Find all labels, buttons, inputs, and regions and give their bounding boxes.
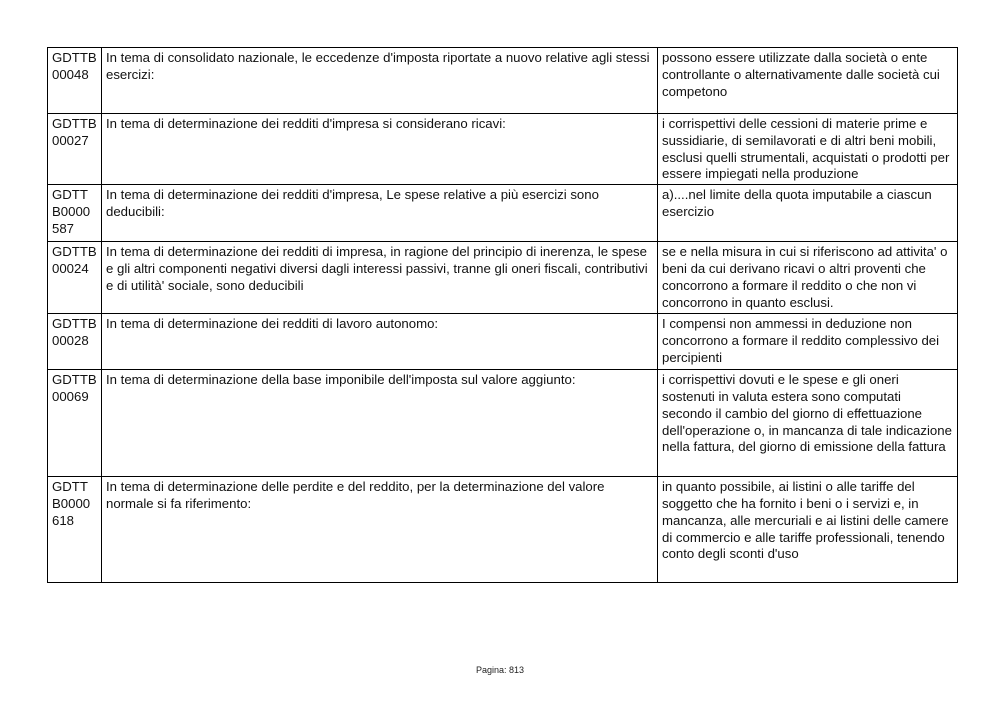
question-code: GDTTB 00024 xyxy=(48,242,102,314)
table-row xyxy=(48,314,958,370)
answer-text: I compensi non ammessi in deduzione non concorrono a formare il reddito complessivo dei percipienti xyxy=(658,314,958,370)
question-text: In tema di determinazione dei redditi di lavoro autonomo: xyxy=(102,314,658,370)
question-text: In tema di consolidato nazionale, le eccedenze d'imposta riportate a nuovo relative agli stessi esercizi: xyxy=(102,48,658,114)
table-row xyxy=(48,114,958,185)
answer-text: i corrispettivi delle cessioni di materie prime e sussidiarie, di semilavorati e di altri beni mobili, esclusi quelli strumentali, acquistati o prodotti per essere impiegati nella produzione xyxy=(658,114,958,185)
answer-text: possono essere utilizzate dalla società o ente controllante o alternativamente dalle società cui competono xyxy=(658,48,958,114)
question-table xyxy=(47,47,958,583)
question-code: GDTTB 00027 xyxy=(48,114,102,185)
answer-text: se e nella misura in cui si riferiscono ad attivita' o beni da cui derivano ricavi o altri proventi che concorrono a formare il reddito o che non vi concorrono in quanto esclusi. xyxy=(658,242,958,314)
question-text: In tema di determinazione dei redditi di impresa, in ragione del principio di inerenza, le spese e gli altri componenti negativi diversi dagli interessi passivi, tranne gli oneri fiscali, contributivi e di utilità' sociale, sono deducibili xyxy=(102,242,658,314)
question-code: GDTTB 00028 xyxy=(48,314,102,370)
answer-text: i corrispettivi dovuti e le spese e gli oneri sostenuti in valuta estera sono computati secondo il cambio del giorno di effettuazione dell'operazione o, in mancanza di tale indicazione nella fattura, del giorno di emissione della fattura xyxy=(658,370,958,477)
question-code: GDTT B0000 618 xyxy=(48,477,102,583)
question-text: In tema di determinazione delle perdite e del reddito, per la determinazione del valore normale si fa riferimento: xyxy=(102,477,658,583)
table-row xyxy=(48,48,958,114)
question-text: In tema di determinazione della base imponibile dell'imposta sul valore aggiunto: xyxy=(102,370,658,477)
question-code: GDTTB 00048 xyxy=(48,48,102,114)
question-code: GDTTB 00069 xyxy=(48,370,102,477)
table-row xyxy=(48,370,958,477)
question-text: In tema di determinazione dei redditi d'impresa, Le spese relative a più esercizi sono deducibili: xyxy=(102,185,658,242)
table-row xyxy=(48,185,958,242)
answer-text: in quanto possibile, ai listini o alle tariffe del soggetto che ha fornito i beni o i servizi e, in mancanza, alle mercuriali e ai listini delle camere di commercio e alle tariffe professionali, tenendo conto degli sconti d'uso xyxy=(658,477,958,583)
table-row xyxy=(48,477,958,583)
page-number: Pagina: 813 xyxy=(475,665,525,675)
question-code: GDTT B0000 587 xyxy=(48,185,102,242)
table-row xyxy=(48,242,958,314)
answer-text: a)....nel limite della quota imputabile a ciascun esercizio xyxy=(658,185,958,242)
question-text: In tema di determinazione dei redditi d'impresa si considerano ricavi: xyxy=(102,114,658,185)
